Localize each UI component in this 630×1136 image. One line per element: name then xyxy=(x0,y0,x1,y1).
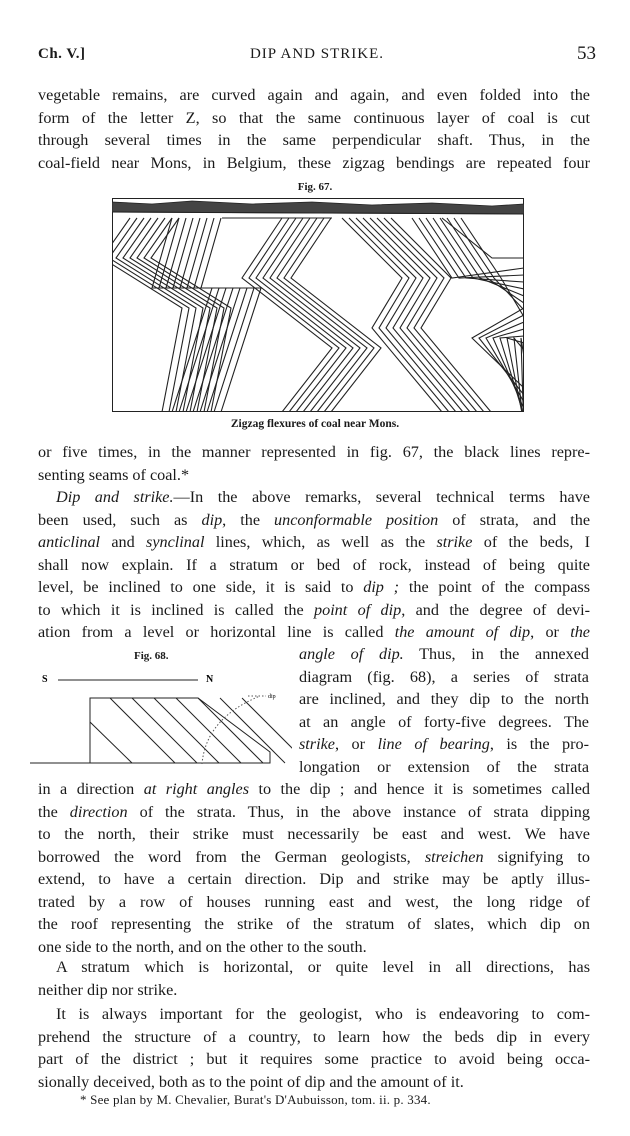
text-line: It is always important for the geologist, who is endeavoring to com- xyxy=(56,1005,590,1023)
text-run: ation from a level or horizontal line is called xyxy=(38,623,395,641)
text-line: through several times in the same perpendicular shaft. Thus, in the xyxy=(38,131,590,149)
text-run: longation or extension of the strata xyxy=(299,757,589,776)
text-run: diagram (fig. 68), a series of strata xyxy=(299,667,589,686)
text-line: neither dip nor strike. xyxy=(38,980,178,999)
stratum-line xyxy=(90,722,132,763)
text-line: or five times, in the manner represented in fig. 67, the black lines repre- xyxy=(38,443,590,461)
paragraph-2 xyxy=(38,441,590,486)
text-run: , or xyxy=(530,623,571,641)
italic-text: point of dip xyxy=(314,600,402,619)
text-line xyxy=(38,576,590,599)
text-run: and xyxy=(100,533,147,551)
italic-text: synclinal xyxy=(146,533,205,551)
text-line: part of the district ; but it requires some practice to avoid being occa- xyxy=(38,1050,590,1068)
text-line xyxy=(38,531,590,554)
italic-text: line of bearing xyxy=(377,735,490,753)
fig67-label: Fig. 67. xyxy=(297,181,333,193)
italic-text: anticlinal xyxy=(38,533,101,551)
stratum-line xyxy=(110,698,175,763)
page-number: 53 xyxy=(577,43,596,64)
footnote: * See plan by M. Chevalier, Burat's D'Aubuisson, tom. ii. p. 334. xyxy=(80,1092,431,1107)
italic-text: Dip and strike. xyxy=(56,488,174,506)
text-run: at an angle of forty-five degrees. The xyxy=(299,712,589,731)
text-line xyxy=(38,509,590,532)
text-line: form of the letter Z, so that the same continuous layer of coal is cut xyxy=(38,108,590,127)
text-run: trated by a row of houses running east and west, the long ridge of xyxy=(38,892,590,911)
italic-text: dip ; xyxy=(363,578,400,596)
text-run: shall now explain. If a stratum or bed of rock, instead of being quite xyxy=(38,555,590,574)
text-line: sionally deceived, both as to the point of dip and the amount of it. xyxy=(38,1072,464,1091)
text-line: senting seams of coal.* xyxy=(38,465,190,484)
south-label: S xyxy=(42,674,48,685)
stratum-line xyxy=(198,698,263,763)
wrapped-text-column xyxy=(299,643,589,778)
text-run: are inclined, and they dip to the north xyxy=(299,690,589,708)
text-run: to the north, their strike must necessarily be east and west. We have xyxy=(38,825,590,843)
text-run: of the beds, I xyxy=(472,533,591,551)
text-run: to the dip ; and hence it is sometimes called xyxy=(249,780,591,798)
text-run: to which it is inclined is called the xyxy=(38,600,314,619)
text-line xyxy=(38,778,590,801)
stratum-line xyxy=(242,698,292,763)
italic-text: dip xyxy=(201,510,223,529)
fig68-dip-diagram xyxy=(30,664,292,780)
text-run: been used, such as xyxy=(38,510,202,529)
text-run: lines, which, as well as the xyxy=(204,533,437,551)
text-line xyxy=(38,846,590,869)
text-line xyxy=(38,868,590,891)
text-line: vegetable remains, are curved again and again, and even folded into the xyxy=(38,86,590,104)
text-line xyxy=(299,643,589,666)
stratum-line xyxy=(220,698,285,763)
text-run: one side to the north, and on the other to the south. xyxy=(38,937,367,956)
text-line xyxy=(38,891,590,914)
text-run: signifying to xyxy=(483,847,590,866)
text-run: of the strata. Thus, in the above instance of strata dipping xyxy=(127,802,590,821)
text-line xyxy=(38,621,590,644)
paragraph-1 xyxy=(38,84,590,174)
dip-angle-label: dip xyxy=(268,694,276,700)
paragraph-4 xyxy=(38,778,590,958)
text-run: of strata, and the xyxy=(438,510,591,529)
text-line xyxy=(38,486,590,509)
text-run: Thus, in the annexed xyxy=(403,645,589,663)
paragraph-5 xyxy=(38,956,590,1001)
italic-text: angle of dip. xyxy=(299,645,404,663)
italic-text: unconformable position xyxy=(274,510,439,529)
text-run: the point of the compass xyxy=(399,578,591,596)
chapter-label: Ch. V.] xyxy=(38,46,86,62)
paragraph-6 xyxy=(38,1003,590,1093)
italic-text: direction xyxy=(69,802,128,821)
stratum-line xyxy=(176,698,241,763)
text-run: extend, to have a certain direction. Dip and strike may be aptly illus- xyxy=(38,870,590,888)
italic-text: strike xyxy=(299,735,335,753)
fig67-zigzag-diagram xyxy=(112,198,524,412)
text-line xyxy=(38,801,590,824)
fig68-label: Fig. 68. xyxy=(134,650,169,662)
italic-text: at right angles xyxy=(143,780,249,798)
text-line: coal-field near Mons, in Belgium, these zigzag bendings are repeated four xyxy=(38,153,590,172)
text-run: , the xyxy=(222,510,275,529)
text-line xyxy=(299,688,589,711)
text-line xyxy=(38,913,590,936)
text-line xyxy=(38,554,590,577)
text-line xyxy=(299,711,589,734)
paragraph-3 xyxy=(38,486,590,644)
text-run: —In the above remarks, several technical terms have xyxy=(173,488,590,506)
text-line xyxy=(38,599,590,622)
text-line xyxy=(38,823,590,846)
text-line: prehend the structure of a country, to learn how the beds dip in every xyxy=(38,1027,590,1046)
text-line xyxy=(299,666,589,689)
running-title: DIP AND STRIKE. xyxy=(249,46,385,62)
text-line: A stratum which is horizontal, or quite level in all directions, has xyxy=(56,958,590,976)
text-run: level, be inclined to one side, it is said to xyxy=(38,578,364,596)
italic-text: the amount of dip xyxy=(394,623,531,641)
north-label: N xyxy=(206,674,214,685)
fig67-caption: Zigzag flexures of coal near Mons. xyxy=(230,418,400,430)
running-header xyxy=(38,43,596,68)
stratum-line xyxy=(132,698,197,763)
italic-text: streichen xyxy=(424,847,484,866)
italic-text: strike xyxy=(436,533,473,551)
text-run: , is the pro- xyxy=(489,735,590,753)
text-line xyxy=(299,756,589,779)
stratum-line xyxy=(154,698,219,763)
text-run: , or xyxy=(334,735,378,753)
text-run: the roof representing the strike of the stratum of slates, which dip on xyxy=(38,915,590,933)
italic-text: the xyxy=(570,623,590,641)
text-run: , and the degree of devi- xyxy=(401,600,590,619)
text-run: borrowed the word from the German geologists, xyxy=(38,847,425,866)
text-run: in a direction xyxy=(38,780,144,798)
text-line xyxy=(299,733,589,756)
text-line xyxy=(38,936,590,959)
text-run: the xyxy=(38,802,70,821)
